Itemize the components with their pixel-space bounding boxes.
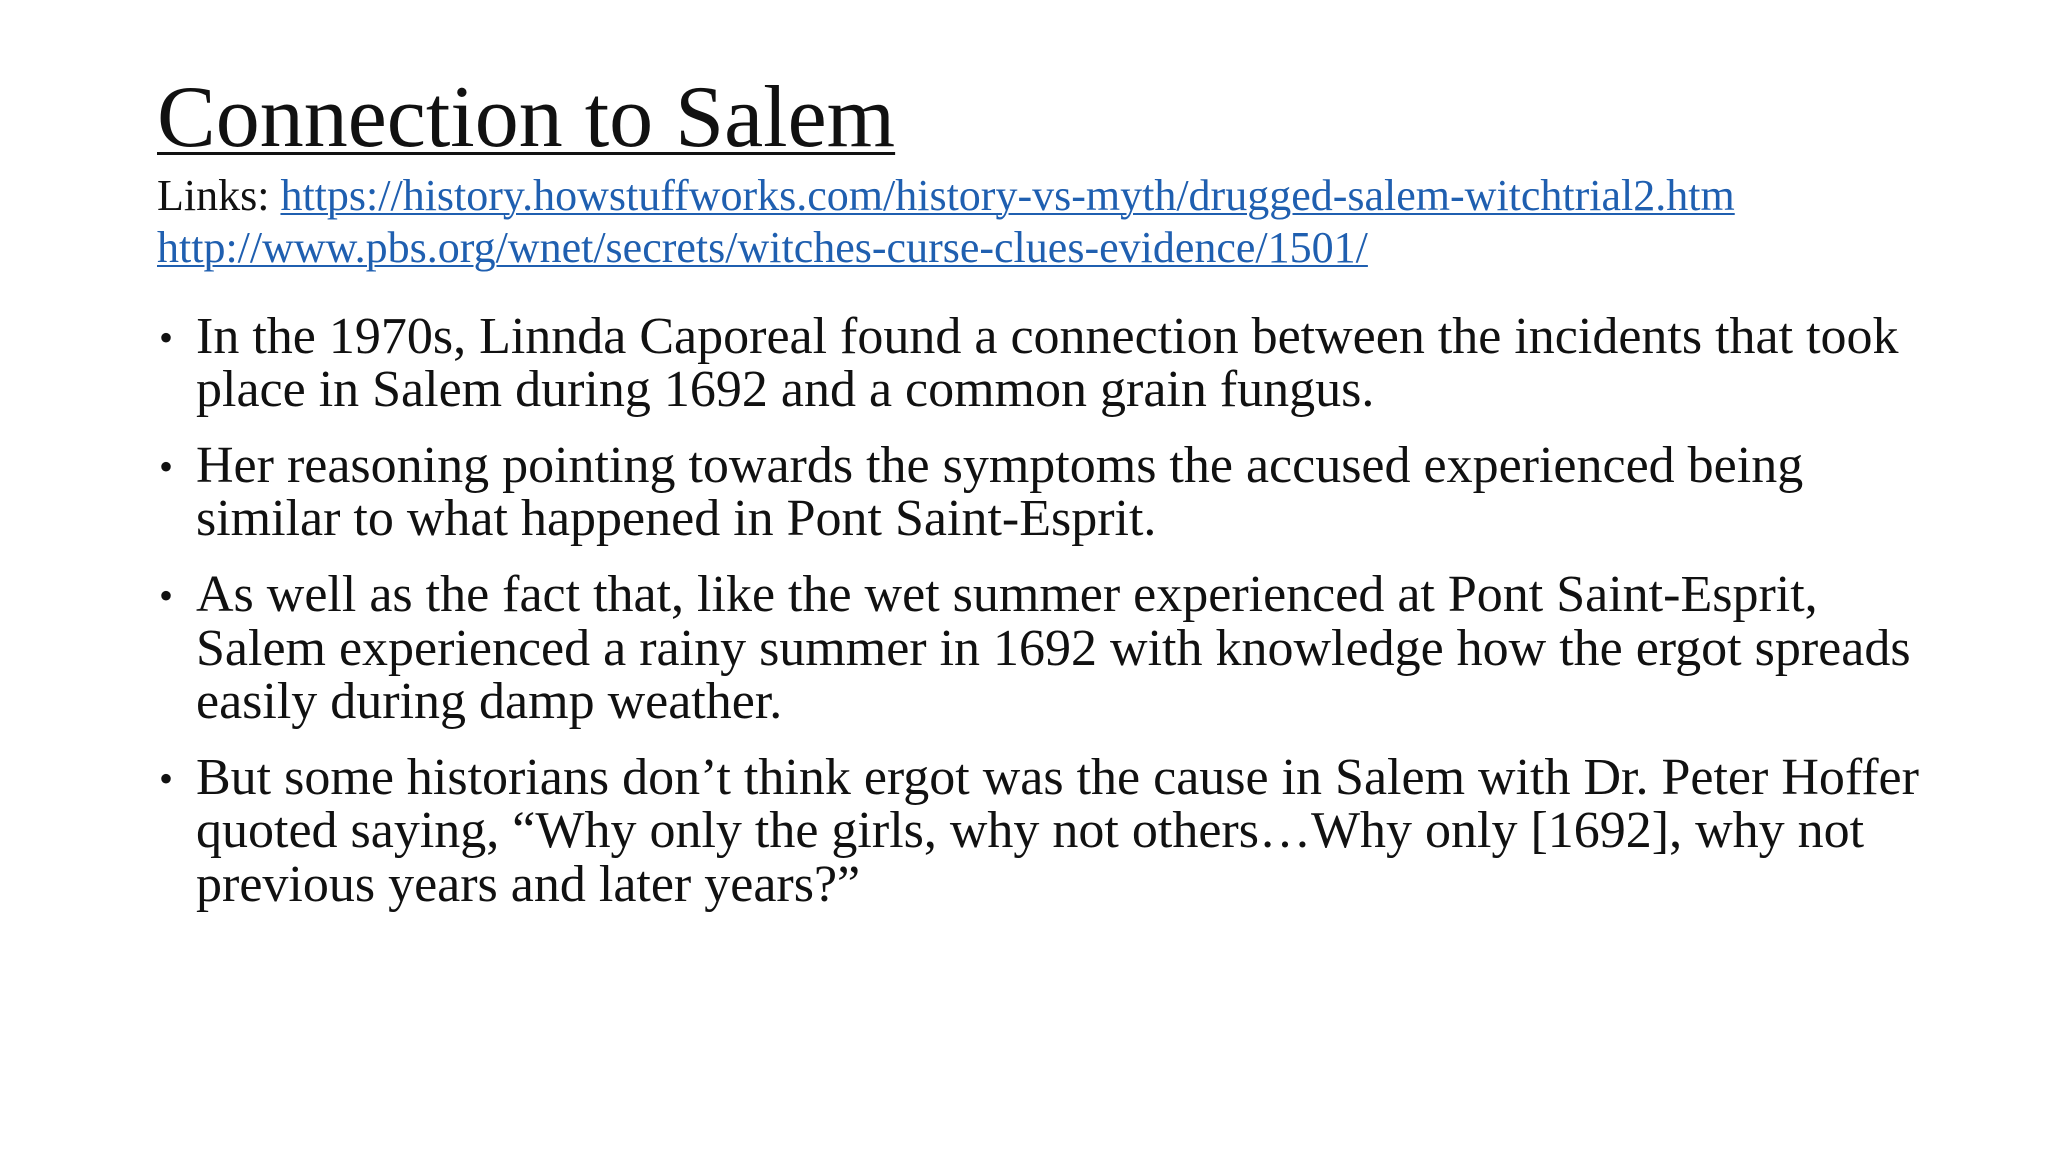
bullet-item xyxy=(157,568,1947,729)
link-howstuffworks[interactable]: https://history.howstuffworks.com/history-vs-myth/drugged-salem-witchtrial2.htm xyxy=(280,171,1735,220)
bullet-marker: • xyxy=(159,755,174,801)
bullet-item xyxy=(157,307,1947,419)
links-block xyxy=(157,170,1947,274)
slide-content xyxy=(157,69,1947,933)
bullet-marker: • xyxy=(159,573,174,618)
slide-title: Connection to Salem xyxy=(157,69,896,166)
bullet-item xyxy=(157,748,1947,913)
link-pbs[interactable]: http://www.pbs.org/wnet/secrets/witches-curse-clues-evidence/1501/ xyxy=(157,222,1368,272)
bullet-marker: • xyxy=(159,443,174,489)
bullet-text: But some historians don’t think ergot was the cause in Salem with Dr. Peter Hoffer quoted saying, “Why only the girls, why not others…Why only [1692], why not previous years and later years?” xyxy=(196,748,1919,913)
bullet-text: Her reasoning pointing towards the symptoms the accused experienced being similar to what happened in Pont Saint-Esprit. xyxy=(196,436,1804,548)
bullet-text: As well as the fact that, like the wet summer experienced at Pont Saint-Esprit, Salem experienced a rainy summer in 1692 with knowledge how the ergot spreads easily during damp weather. xyxy=(196,566,1911,731)
bullet-text: In the 1970s, Linnda Caporeal found a connection between the incidents that took place in Salem during 1692 and a common grain fungus. xyxy=(196,307,1899,419)
bullet-marker: • xyxy=(159,314,174,360)
bullet-list xyxy=(157,307,1947,913)
links-label: Links: xyxy=(157,171,270,220)
bullet-item xyxy=(157,436,1947,548)
